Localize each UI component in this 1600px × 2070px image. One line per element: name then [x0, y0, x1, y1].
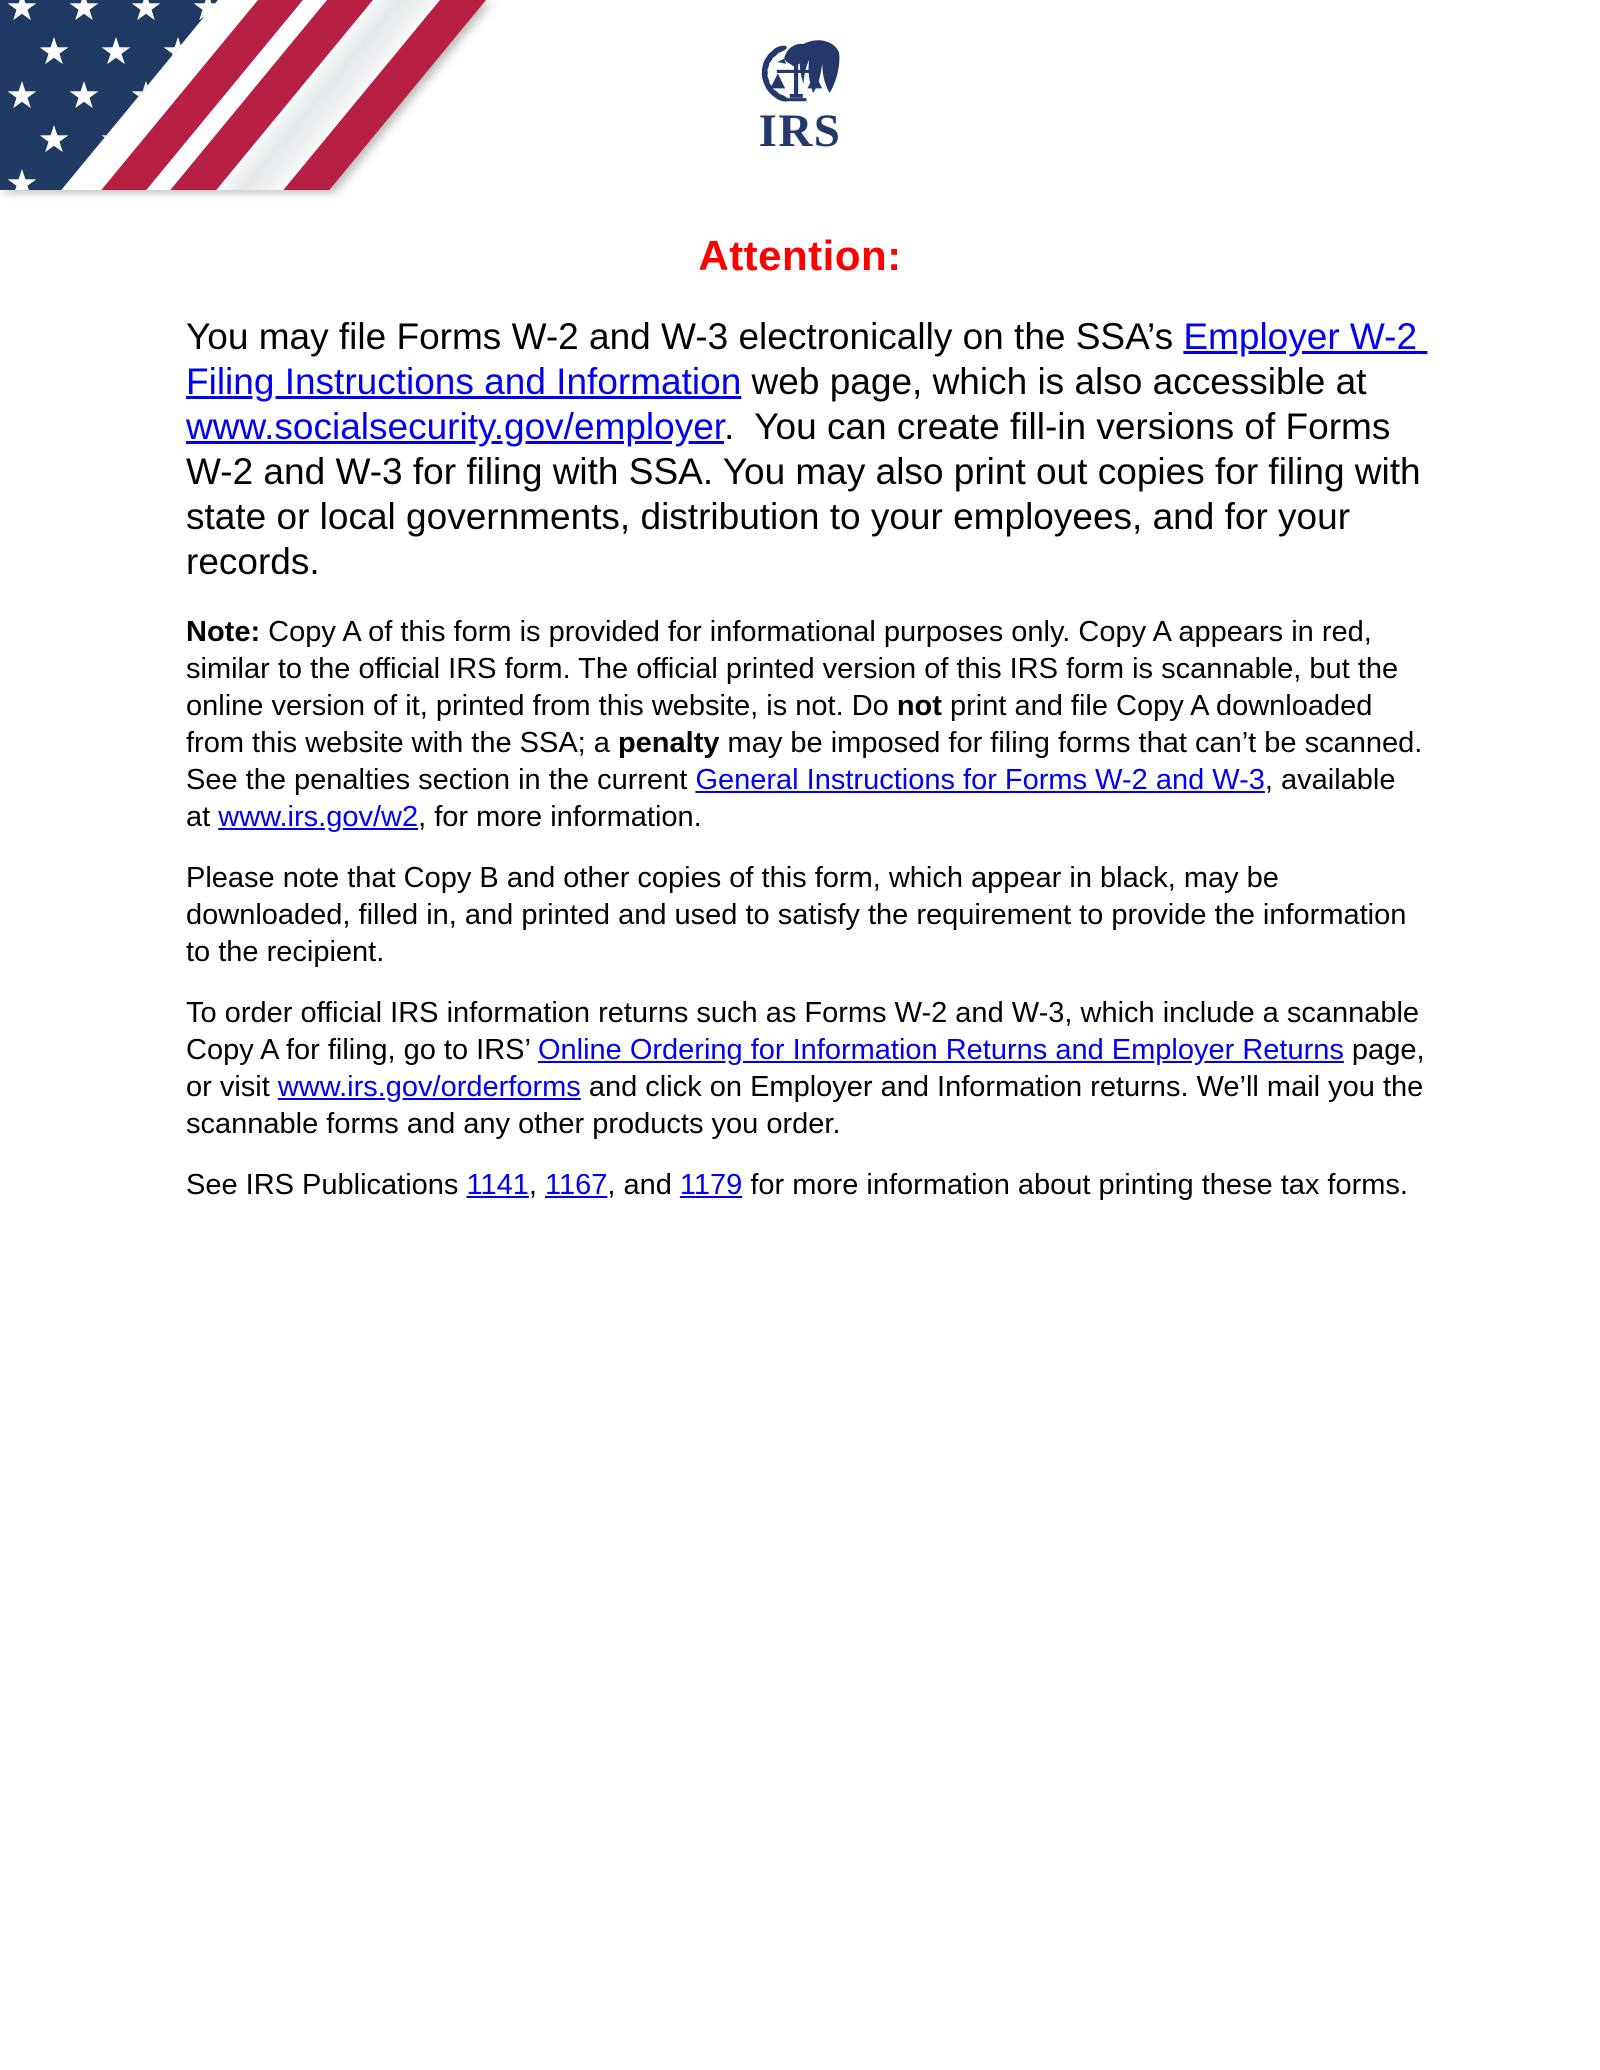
- text-run: Copy A of this form is provided for informational purposes only. Copy A appears in red, similar to the official IRS form. The official printed version of this IRS form is scannable, but the online version of it, printed from this website, is not. Do: [186, 616, 1407, 722]
- text-run: . You can create fill-in versions of Forms W-2 and W-3 for filing with SSA. You may also print out copies for filing with state or local governments, distribution to your employees, and for your records.: [186, 406, 1431, 582]
- attention-heading: Attention:: [698, 232, 902, 279]
- bold-text: Note:: [186, 616, 261, 648]
- body-paragraphs: [186, 314, 1433, 1228]
- link-www-irs-gov-orderforms[interactable]: www.irs.gov/orderforms: [277, 1071, 581, 1103]
- text-run: , for more information.: [418, 801, 702, 833]
- link-1141[interactable]: 1141: [466, 1169, 529, 1201]
- text-run: and click on Employer and Information returns. We’ll mail you the scannable forms and any other products you order.: [186, 1071, 1432, 1140]
- eagle: [777, 40, 839, 93]
- link-1179[interactable]: 1179: [679, 1169, 743, 1201]
- text-run: You may file Forms W-2 and W-3 electronically on the SSA’s: [186, 316, 1184, 357]
- text-run: See IRS Publications: [186, 1169, 467, 1201]
- text-run: page, or visit: [186, 1034, 1433, 1103]
- text-run: , and: [607, 1169, 680, 1201]
- text-run: web page, which is also accessible at: [741, 361, 1377, 402]
- link-online-ordering-for-information-returns-[interactable]: Online Ordering for Information Returns and Employer Returns: [537, 1034, 1344, 1066]
- text-run: Please note that Copy B and other copies of this form, which appear in black, may be downloaded, filled in, and printed and used to satisfy the requirement to provide the information to the recipient.: [186, 862, 1415, 968]
- text-run: , available at: [186, 764, 1404, 833]
- irs-logo-text: IRS: [758, 105, 842, 157]
- link-www-irs-gov-w2[interactable]: www.irs.gov/w2: [218, 801, 419, 833]
- link-general-instructions-for-forms-w-2-and-w[interactable]: General Instructions for Forms W-2 and W-3: [695, 764, 1265, 796]
- text-run: may be imposed for filing forms that can’t be scanned. See the penalties section in the current: [186, 727, 1431, 796]
- text-run: for more information about printing these tax forms.: [742, 1169, 1408, 1201]
- link-1167[interactable]: 1167: [544, 1169, 608, 1201]
- irs-logo: [0, 34, 1600, 155]
- laurel-branch: [761, 44, 790, 103]
- irs-eagle-emblem-icon: [749, 34, 851, 114]
- bold-text: not: [896, 690, 942, 722]
- text-run: print and file Copy A downloaded from this website with the SSA; a: [186, 690, 1381, 759]
- paragraph-4: [186, 995, 1433, 1143]
- paragraph-2: [186, 614, 1431, 836]
- text-run: ,: [528, 1169, 545, 1201]
- paragraph-5: [186, 1167, 1426, 1204]
- paragraph-3: [186, 860, 1426, 971]
- link-www-socialsecurity-gov-employer[interactable]: www.socialsecurity.gov/employer: [186, 406, 725, 447]
- text-run: To order official IRS information returns such as Forms W-2 and W-3, which include a scannable Copy A for filing, go to IRS’: [186, 997, 1428, 1066]
- paragraph-1: [186, 314, 1431, 584]
- link-employer-w-2-filing-instructions-and-inf[interactable]: Employer W-2 Filing Instructions and Information: [186, 316, 1428, 402]
- bold-text: penalty: [617, 727, 720, 759]
